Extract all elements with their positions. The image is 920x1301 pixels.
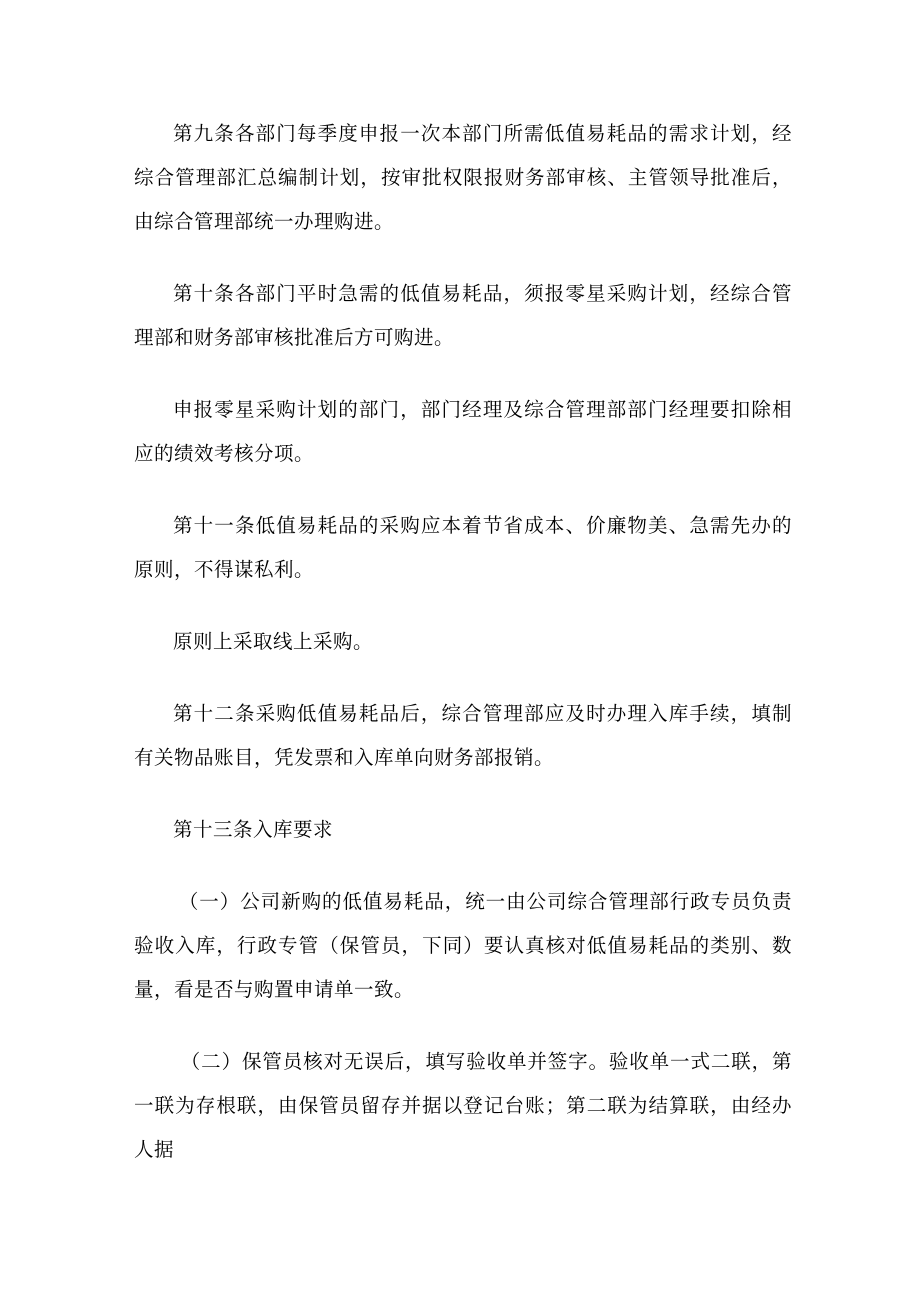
paragraph-online-purchase: 原则上采取线上采购。 — [173, 630, 374, 653]
paragraph-article-11: 第十一条低值易耗品的采购应本着节省成本、价廉物美、急需先办的原则，不得谋私利。 — [134, 514, 792, 581]
paragraph-article-9: 第九条各部门每季度申报一次本部门所需低值易耗品的需求计划，经综合管理部汇总编制计划，按审批权限报财务部审核、主管领导批准后，由综合管理部统一办理购进。 — [134, 122, 792, 233]
paragraph-item-2: （二）保管员核对无误后，填写验收单并签字。验收单一式二联，第一联为存根联，由保管员留存并据以登记台账；第二联为结算联，由经办人据 — [134, 1050, 792, 1161]
paragraph-article-10: 第十条各部门平时急需的低值易耗品，须报零星采购计划，经综合管理部和财务部审核批准后方可购进。 — [134, 282, 792, 349]
paragraph-small-purchase-penalty: 申报零星采购计划的部门，部门经理及综合管理部部门经理要扣除相应的绩效考核分项。 — [134, 398, 792, 465]
paragraph-article-12: 第十二条采购低值易耗品后，综合管理部应及时办理入库手续，填制有关物品账目，凭发票和入库单向财务部报销。 — [134, 702, 792, 769]
paragraph-article-13-heading: 第十三条入库要求 — [173, 818, 334, 841]
paragraph-item-1: （一）公司新购的低值易耗品，统一由公司综合管理部行政专员负责验收入库，行政专管（保管员，下同）要认真核对低值易耗品的类别、数量，看是否与购置申请单一致。 — [134, 890, 792, 1001]
